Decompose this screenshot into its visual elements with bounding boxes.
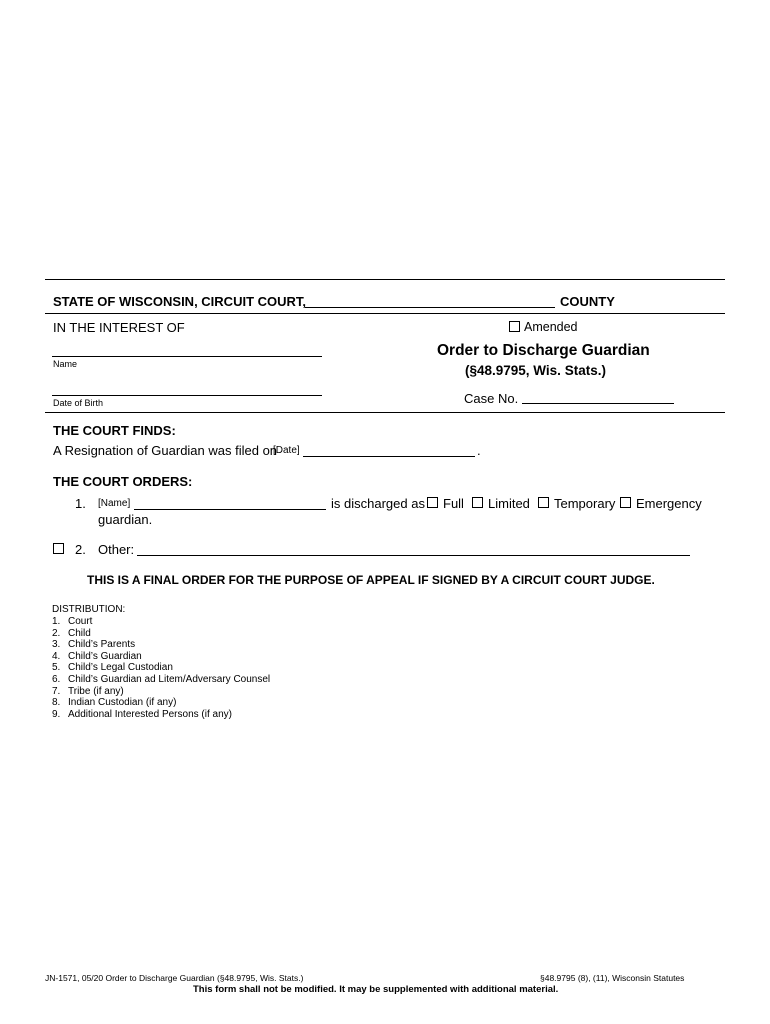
temporary-label: Temporary [554,496,616,511]
form-statute: (§48.9795, Wis. Stats.) [465,363,606,378]
list-item: 3. Child’s Parents [52,639,136,651]
caption-rule [45,412,725,413]
court-finds-heading: THE COURT FINDS: [53,423,176,438]
other-field[interactable] [137,555,690,556]
dob-field[interactable] [52,395,322,396]
list-item: 7. Tribe (if any) [52,685,124,697]
name-field[interactable] [52,356,322,357]
state-court-label: STATE OF WISCONSIN, CIRCUIT COURT, [53,294,307,309]
list-item: 1. Court [52,616,93,627]
county-label: COUNTY [560,294,615,309]
other-checkbox[interactable] [53,543,64,554]
list-item: 4. Child’s Guardian [52,650,142,662]
county-name-field[interactable] [305,307,555,308]
resignation-text: A Resignation of Guardian was filed on [53,443,278,458]
order-2-number: 2. [75,542,86,557]
guardian-word: guardian. [98,512,153,527]
other-label: Other: [98,542,135,557]
footer-statutes: §48.9795 (8), (11), Wisconsin Statutes [540,973,685,983]
temporary-checkbox[interactable] [538,497,549,508]
discharged-as-text: is discharged as [331,496,425,511]
name-label: Name [53,359,78,369]
list-item: 8. Indian Custodian (if any) [52,697,177,709]
form-title: Order to Discharge Guardian [437,342,650,359]
amended-label: Amended [524,320,578,334]
case-no-field[interactable] [522,403,674,404]
full-label: Full [443,496,464,511]
footer-notice: This form shall not be modified. It may be supplemented with additional material. [193,984,559,995]
limited-checkbox[interactable] [472,497,483,508]
court-orders-heading: THE COURT ORDERS: [53,474,193,489]
emergency-checkbox[interactable] [620,497,631,508]
interest-of-label: IN THE INTEREST OF [53,320,185,335]
top-rule [45,279,725,280]
limited-label: Limited [488,496,530,511]
resignation-date-field[interactable] [303,456,475,457]
final-order-notice: THIS IS A FINAL ORDER FOR THE PURPOSE OF APPEAL IF SIGNED BY A CIRCUIT COURT JUDGE. [87,573,655,587]
list-item: 2. Child [52,627,91,639]
dob-label: Date of Birth [53,398,104,408]
distribution-list [52,616,270,720]
resignation-period: . [477,443,481,458]
full-checkbox[interactable] [427,497,438,508]
footer-form-id: JN-1571, 05/20 Order to Discharge Guardian (§48.9795, Wis. Stats.) [45,973,304,983]
emergency-label: Emergency [636,496,702,511]
order-1-number: 1. [75,496,86,511]
guardian-name-field[interactable] [134,509,326,510]
date-hint: [Date] [273,445,300,456]
amended-checkbox[interactable] [509,321,520,332]
list-item: 9. Additional Interested Persons (if any) [52,708,232,720]
list-item: 5. Child’s Legal Custodian [52,662,173,674]
guardian-name-hint: [Name] [98,498,131,509]
header-rule [45,313,725,314]
list-item: 6. Child’s Guardian ad Litem/Adversary Counsel [52,673,271,685]
case-no-label: Case No. [464,391,519,406]
distribution-heading: DISTRIBUTION: [52,604,126,615]
